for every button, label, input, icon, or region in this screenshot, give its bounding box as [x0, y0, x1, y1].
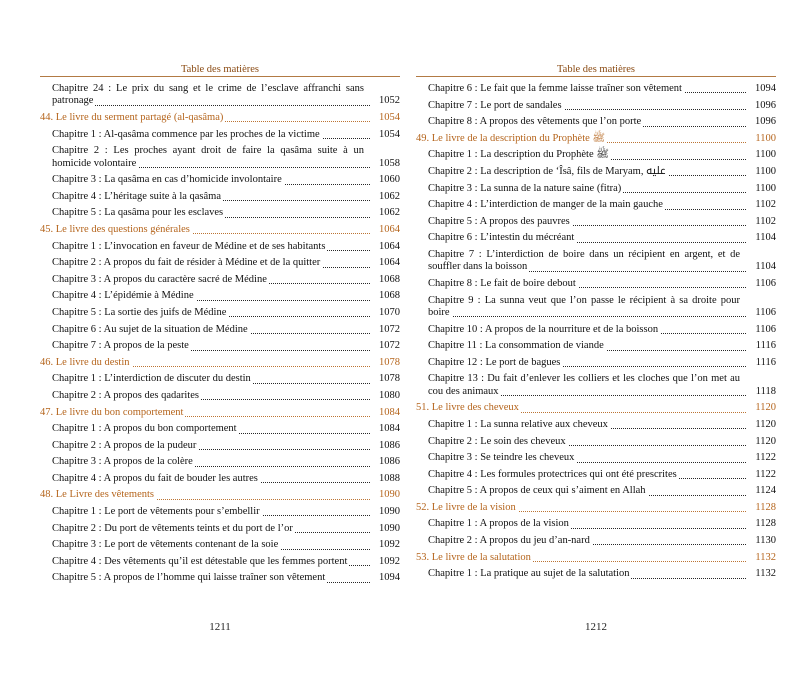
- chapter-title: Chapitre 5 : A propos de ceux qui s’aiment en Allah: [428, 485, 646, 497]
- chapter-entry: [40, 207, 400, 219]
- chapter-entry: [40, 390, 400, 402]
- chapter-entry: [40, 324, 400, 336]
- chapter-entry: [416, 469, 776, 481]
- chapter-entry: [416, 452, 776, 464]
- entry-page-number: 1068: [379, 290, 400, 302]
- entry-page-number: 1064: [379, 240, 400, 252]
- entry-page-number: 1064: [379, 223, 400, 235]
- book-heading: [40, 357, 400, 369]
- chapter-title: Chapitre 2 : A propos du jeu d’an-nard: [428, 535, 590, 547]
- chapter-entry: [416, 278, 776, 290]
- chapter-title: Chapitre 4 : A propos du fait de bouder les autres: [52, 472, 258, 484]
- entry-page-number: 1132: [755, 568, 776, 580]
- chapter-title: Chapitre 8 : A propos des vêtements que l’on porte: [428, 116, 642, 128]
- entry-page-number: 1094: [755, 83, 776, 94]
- chapter-entry: [416, 357, 776, 369]
- chapter-entry: [40, 257, 400, 269]
- entry-page-number: 1054: [379, 112, 400, 123]
- entry-page-number: 1092: [379, 555, 400, 567]
- chapter-entry: [40, 83, 400, 108]
- chapter-title: Chapitre 4 : L’héritage suite à la qasâma: [52, 190, 222, 202]
- entry-page-number: 1084: [379, 423, 400, 435]
- chapter-title: Chapitre 1 : L’interdiction de discuter du destin: [52, 373, 251, 385]
- entry-page-number: 1054: [379, 128, 400, 140]
- chapter-title: Chapitre 13 : Du fait d’enlever les colliers et les cloches que l’on met au cou des animaux: [428, 373, 740, 397]
- entry-page-number: 1080: [379, 389, 400, 401]
- chapter-entry: [416, 436, 776, 448]
- entry-page-number: 1060: [379, 174, 400, 186]
- book-title: 52. Le livre de la vision: [416, 501, 516, 513]
- chapter-title: Chapitre 4 : L’interdiction de manger de la main gauche: [428, 199, 663, 211]
- entry-page-number: 1092: [379, 539, 400, 551]
- chapter-entry: [416, 419, 776, 431]
- entry-page-number: 1078: [379, 373, 400, 385]
- entry-page-number: 1070: [379, 306, 400, 318]
- chapter-entry: [416, 295, 776, 320]
- book-heading: [40, 407, 400, 419]
- entry-page-number: 1064: [379, 257, 400, 269]
- chapter-entry: [416, 485, 776, 497]
- entry-page-number: 1088: [379, 472, 400, 484]
- chapter-title: Chapitre 3 : A propos de la colère: [52, 456, 193, 468]
- chapter-title: Chapitre 5 : A propos de l’homme qui laisse traîner son vêtement: [52, 572, 326, 584]
- chapter-title: Chapitre 3 : La sunna de la nature saine (fitra): [428, 182, 622, 194]
- chapter-title: Chapitre 1 : Al-qasâma commence par les proches de la victime: [52, 128, 320, 140]
- chapter-entry: [416, 249, 776, 274]
- entry-page-number: 1120: [755, 402, 776, 414]
- chapter-title: Chapitre 7 : Le port de sandales: [428, 99, 562, 111]
- entry-page-number: 1068: [379, 273, 400, 285]
- chapter-entry: [416, 100, 776, 112]
- entry-page-number: 1116: [755, 356, 776, 368]
- chapter-title: Chapitre 2 : Les proches ayant droit de faire la qasâma suite à un homicide volontaire: [52, 145, 364, 169]
- entry-page-number: 1106: [755, 323, 776, 335]
- chapter-title: Chapitre 2 : A propos du fait de résider à Médine et de la quitter: [52, 257, 321, 269]
- entry-page-number: 1120: [755, 435, 776, 447]
- entry-page-number: 1094: [379, 572, 400, 584]
- entry-page-number: 1086: [379, 439, 400, 451]
- entry-page-number: 1096: [755, 99, 776, 111]
- entry-page-number: 1120: [755, 418, 776, 430]
- chapter-entry: [416, 535, 776, 547]
- chapter-title: Chapitre 2 : Le soin des cheveux: [428, 435, 566, 447]
- chapter-entry: [416, 149, 776, 161]
- chapter-entry: [40, 290, 400, 302]
- chapter-title: Chapitre 5 : A propos des pauvres: [428, 215, 570, 227]
- book-heading: [40, 224, 400, 236]
- entry-page-number: 1128: [755, 518, 776, 530]
- chapter-title: Chapitre 4 : Les formules protectrices qui ont été prescrites: [428, 468, 677, 480]
- book-heading: [416, 133, 776, 145]
- entry-page-number: 1100: [755, 149, 776, 161]
- book-heading: [416, 402, 776, 414]
- chapter-entry: [416, 568, 776, 580]
- chapter-entry: [416, 373, 776, 398]
- entry-page-number: 1106: [755, 277, 776, 289]
- entry-page-number: 1086: [379, 456, 400, 468]
- chapter-title: Chapitre 2 : Du port de vêtements teints et du port de l’or: [52, 522, 293, 534]
- chapter-title: Chapitre 6 : L’intestin du mécréant: [428, 232, 575, 244]
- chapter-entry: [40, 307, 400, 319]
- entry-page-number: 1106: [755, 306, 776, 318]
- chapter-title: Chapitre 4 : L’épidémie à Médine: [52, 290, 194, 302]
- header-rule: [40, 76, 400, 77]
- entry-page-number: 1122: [755, 452, 776, 464]
- chapter-title: Chapitre 2 : A propos des qadarites: [52, 389, 199, 401]
- chapter-title: Chapitre 1 : A propos de la vision: [428, 518, 569, 530]
- entry-page-number: 1072: [379, 340, 400, 352]
- chapter-title: Chapitre 1 : La pratique au sujet de la salutation: [428, 568, 630, 580]
- entry-page-number: 1096: [755, 116, 776, 128]
- chapter-title: Chapitre 5 : La sortie des juifs de Médine: [52, 306, 227, 318]
- book-heading: [40, 489, 400, 501]
- chapter-title: Chapitre 3 : La qasâma en cas d’homicide involontaire: [52, 174, 282, 186]
- toc-list: [40, 83, 400, 589]
- chapter-entry: [416, 340, 776, 352]
- chapter-entry: [416, 199, 776, 211]
- entry-page-number: 1090: [379, 489, 400, 501]
- dot-leader: [52, 105, 370, 106]
- chapter-title: Chapitre 6 : Au sujet de la situation de Médine: [52, 323, 248, 335]
- entry-page-number: 1078: [379, 356, 400, 368]
- chapter-entry: [40, 556, 400, 568]
- chapter-title: Chapitre 2 : La description de ‘Îsâ, fils de Maryam, ﷷ: [428, 165, 666, 177]
- book-title: 48. Le Livre des vêtements: [40, 489, 155, 501]
- chapter-title: Chapitre 4 : Des vêtements qu’il est détestable que les femmes portent: [52, 555, 348, 567]
- chapter-title: Chapitre 9 : La sunna veut que l’on passe le récipient à sa droite pour boire: [428, 294, 740, 318]
- chapter-title: Chapitre 1 : Le port de vêtements pour s’embellir: [52, 506, 260, 518]
- chapter-title: Chapitre 7 : A propos de la peste: [52, 340, 189, 352]
- running-title: Table des matières: [181, 64, 259, 75]
- entry-page-number: 1116: [755, 340, 776, 352]
- chapter-entry: [416, 324, 776, 336]
- book-title: 46. Le livre du destin: [40, 356, 130, 368]
- chapter-entry: [40, 506, 400, 518]
- dot-leader: [428, 316, 746, 317]
- chapter-entry: [416, 183, 776, 195]
- chapter-entry: [40, 129, 400, 141]
- chapter-entry: [40, 373, 400, 385]
- right-page: [416, 0, 776, 683]
- chapter-title: Chapitre 3 : Se teindre les cheveux: [428, 452, 575, 464]
- entry-page-number: 1132: [755, 551, 776, 563]
- entry-page-number: 1062: [379, 207, 400, 219]
- book-title: 51. Le livre des cheveux: [416, 402, 519, 414]
- chapter-title: Chapitre 6 : Le fait que la femme laisse traîner son vêtement: [428, 83, 682, 94]
- entry-page-number: 1084: [379, 406, 400, 418]
- chapter-title: Chapitre 10 : A propos de la nourriture et de la boisson: [428, 323, 659, 335]
- chapter-entry: [40, 191, 400, 203]
- chapter-title: Chapitre 1 : A propos du bon comportement: [52, 423, 237, 435]
- page-number: 1212: [585, 621, 607, 633]
- chapter-entry: [40, 440, 400, 452]
- entry-page-number: 1102: [755, 215, 776, 227]
- left-page: [40, 0, 400, 683]
- book-title: 44. Le livre du serment partagé (al-qasâma): [40, 112, 224, 123]
- book-title: 49. Le livre de la description du Prophète ﷺ: [416, 132, 606, 144]
- chapter-entry: [40, 423, 400, 435]
- chapter-entry: [40, 174, 400, 186]
- chapter-entry: [416, 116, 776, 128]
- chapter-title: Chapitre 11 : La consommation de viande: [428, 340, 604, 352]
- chapter-entry: [40, 473, 400, 485]
- entry-page-number: 1062: [379, 190, 400, 202]
- running-title: Table des matières: [557, 64, 635, 75]
- entry-page-number: 1118: [755, 385, 776, 397]
- chapter-entry: [416, 216, 776, 228]
- chapter-entry: [416, 166, 776, 178]
- entry-page-number: 1052: [379, 95, 400, 107]
- entry-page-number: 1128: [755, 501, 776, 513]
- header-rule: [416, 76, 776, 77]
- chapter-entry: [40, 539, 400, 551]
- chapter-entry: [40, 456, 400, 468]
- book-title: 53. Le livre de la salutation: [416, 551, 531, 563]
- entry-page-number: 1100: [755, 182, 776, 194]
- entry-page-number: 1100: [755, 132, 776, 144]
- chapter-title: Chapitre 7 : L’interdiction de boire dans un récipient en argent, et de souffler dans la boisson: [428, 248, 740, 273]
- entry-page-number: 1090: [379, 522, 400, 534]
- chapter-title: Chapitre 3 : A propos du caractère sacré de Médine: [52, 273, 267, 285]
- entry-page-number: 1100: [755, 165, 776, 177]
- chapter-entry: [40, 274, 400, 286]
- chapter-title: Chapitre 12 : Le port de bagues: [428, 356, 561, 368]
- entry-page-number: 1104: [755, 232, 776, 244]
- entry-page-number: 1104: [755, 261, 776, 273]
- entry-page-number: 1122: [755, 468, 776, 480]
- entry-page-number: 1102: [755, 199, 776, 211]
- chapter-entry: [40, 523, 400, 535]
- chapter-title: Chapitre 1 : L’invocation en faveur de Médine et de ses habitants: [52, 240, 326, 252]
- entry-page-number: 1072: [379, 323, 400, 335]
- book-heading: [416, 502, 776, 514]
- chapter-entry: [40, 572, 400, 584]
- chapter-title: Chapitre 1 : La sunna relative aux cheveux: [428, 418, 608, 430]
- entry-page-number: 1130: [755, 535, 776, 547]
- entry-page-number: 1058: [379, 157, 400, 169]
- chapter-title: Chapitre 3 : Le port de vêtements contenant de la soie: [52, 539, 279, 551]
- page-number: 1211: [209, 621, 231, 633]
- chapter-entry: [416, 83, 776, 95]
- book-title: 47. Le livre du bon comportement: [40, 406, 184, 418]
- chapter-entry: [416, 518, 776, 530]
- chapter-title: Chapitre 5 : La qasâma pour les esclaves: [52, 207, 224, 219]
- book-heading: [416, 552, 776, 564]
- chapter-entry: [40, 340, 400, 352]
- chapter-title: Chapitre 24 : Le prix du sang et le crime de l’esclave affranchi sans patronage: [52, 83, 364, 107]
- toc-list: [416, 83, 776, 585]
- chapter-title: Chapitre 8 : Le fait de boire debout: [428, 277, 576, 289]
- chapter-title: Chapitre 1 : La description du Prophète ﷺ: [428, 149, 609, 161]
- chapter-entry: [40, 145, 400, 170]
- book-title: 45. Le livre des questions générales: [40, 223, 190, 235]
- entry-page-number: 1124: [755, 485, 776, 497]
- entry-page-number: 1090: [379, 506, 400, 518]
- chapter-entry: [416, 232, 776, 244]
- chapter-entry: [40, 241, 400, 253]
- book-heading: [40, 112, 400, 124]
- chapter-title: Chapitre 2 : A propos de la pudeur: [52, 439, 197, 451]
